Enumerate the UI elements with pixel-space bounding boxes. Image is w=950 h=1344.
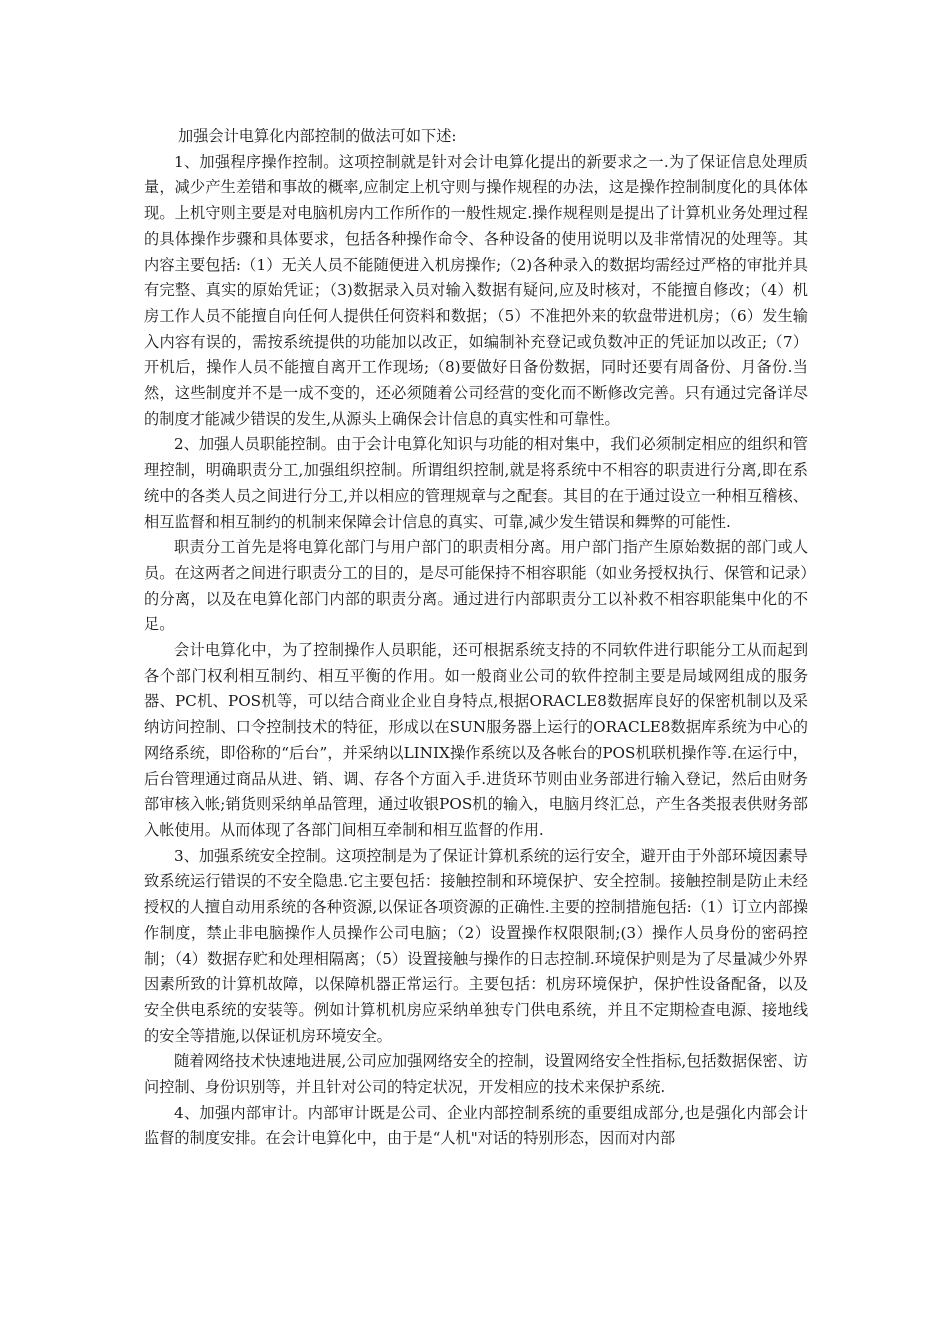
paragraph-system-security: 3、加强系统安全控制。这项控制是为了保证计算机系统的运行安全，避开由于外部环境因素导致系统运行错误的不安全隐患.它主要包括：接触控制和环境保护、安全控制。接触控制是防止未经授权的人擅自动用系统的各种资源,以保证各项资源的正确性.主要的控制措施包括:（1）订立内部操作制度，禁止非电脑操作人员操作公司电脑；（2）设置操作权限限制;(3）操作人员身份的密码控制；（4）数据存贮和处理相隔离；（5）设置接触与操作的日志控制.环境保护则是为了尽量减少外界因素所致的计算机故障，以保障机器正常运行。主要包括：机房环境保护，保护性设备配备，以及安全供电系统的安装等。例如计算机机房应采纳单独专门供电系统，并且不定期检查电源、接地线的安全等措施,以保证机房环境安全。 — [144, 846, 808, 1045]
paragraph-internal-audit: 4、加强内部审计。内部审计既是公司、企业内部控制系统的重要组成部分,也是强化内部会计监督的制度安排。在会计电算化中，由于是“人机"对话的特别形态，因而对内部 — [144, 1103, 808, 1148]
paragraph-duty-separation: 职责分工首先是将电算化部门与用户部门的职责相分离。用户部门指产生原始数据的部门或人员。在这两者之间进行职责分工的目的，是尽可能保持不相容职能（如业务授权执行、保管和记录）的分离，以及在电算化部门内部的职责分离。通过进行内部职责分工以补救不相容职能集中化的不足。 — [144, 538, 808, 634]
paragraph-function-division: 会计电算化中，为了控制操作人员职能，还可根据系统支持的不同软件进行职能分工从而起到各个部门权利相互制约、相互平衡的作用。如一般商业公司的软件控制主要是局域网组成的服务器、PC机、POS机等，可以结合商业企业自身特点,根据ORACLE8数据库良好的保密机制以及采纳访问控制、口令控制技术的特征，形成以在SUN服务器上运行的ORACLE8数据库系统为中心的网络系统，即俗称的“后台”，并采纳以LINIX操作系统以及各帐台的POS机联机操作等.在运行中，后台管理通过商品从进、销、调、存各个方面入手.进货环节则由业务部进行输入登记，然后由财务部审核入帐;销货则采纳单品管理，通过收银POS机的输入，电脑月终汇总，产生各类报表供财务部入帐使用。从而体现了各部门间相互牵制和相互监督的作用. — [144, 641, 808, 839]
paragraph-personnel-control: 2、加强人员职能控制。由于会计电算化知识与功能的相对集中，我们必须制定相应的组织和管理控制，明确职责分工,加强组织控制。所谓组织控制,就是将系统中不相容的职责进行分离,即在系统中的各类人员之间进行分工,并以相应的管理规章与之配套。其目的在于通过设立一种相互稽核、相互监督和相互制约的机制来保障会计信息的真实、可靠,减少发生错误和舞弊的可能性. — [144, 435, 808, 531]
intro-paragraph: 加强会计电算化内部控制的做法可如下述: — [178, 127, 457, 145]
paragraph-network-security: 随着网络技术快速地进展,公司应加强网络安全的控制，设置网络安全性指标,包括数据保密、访问控制、身份识别等，并且针对公司的特定状况，开发相应的技术来保护系统. — [144, 1052, 808, 1097]
document-body — [144, 124, 808, 1152]
paragraph-operation-control: 1、加强程序操作控制。这项控制就是针对会计电算化提出的新要求之一.为了保证信息处理质量，减少产生差错和事故的概率,应制定上机守则与操作规程的办法，这是操作控制制度化的具体体现。上机守则主要是对电脑机房内工作所作的一般性规定.操作规程则是提出了计算机业务处理过程的具体操作步骤和具体要求，包括各种操作命令、各种设备的使用说明以及非常情况的处理等。其内容主要包括:（1）无关人员不能随便进入机房操作;（2)各种录入的数据均需经过严格的审批并具有完整、真实的原始凭证；（3)数据录入员对输入数据有疑问,应及时核对，不能擅自修改；（4）机房工作人员不能擅自向任何人提供任何资料和数据；（5）不准把外来的软盘带进机房；（6）发生输入内容有误的，需按系统提供的功能加以改正，如编制补充登记或负数冲正的凭证加以改正;（7）开机后，操作人员不能擅自离开工作现场;（8)要做好日备份数据，同时还要有周备份、月备份.当然，这些制度并不是一成不变的，还必须随着公司经营的变化而不断修改完善。只有通过完备详尽的制度才能减少错误的发生,从源头上确保会计信息的真实性和可靠性。 — [144, 152, 808, 428]
